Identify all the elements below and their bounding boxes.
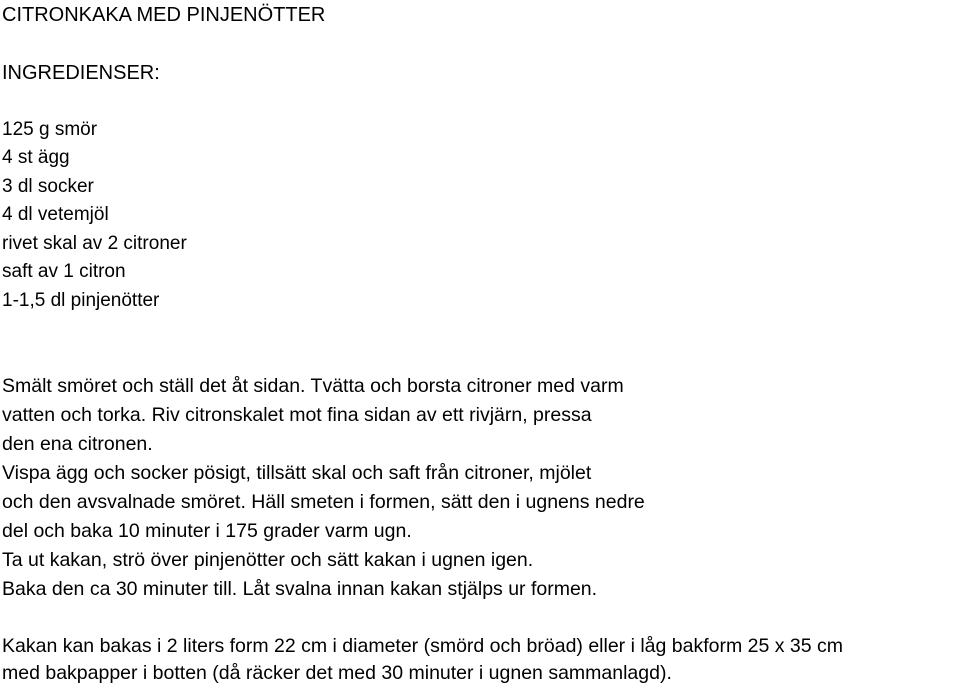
instruction-line: Baka den ca 30 minuter till. Låt svalna innan kakan stjälps ur formen.	[2, 578, 598, 600]
note-line: med bakpapper i botten (då räcker det med 30 minuter i ugnen sammanlagd).	[2, 662, 672, 684]
ingredient-item: 125 g smör	[2, 119, 98, 140]
ingredient-item: saft av 1 citron	[2, 261, 126, 282]
instruction-line: och den avsvalnade smöret. Häll smeten i formen, sätt den i ugnens nedre	[2, 491, 645, 513]
ingredient-item: 3 dl socker	[2, 176, 94, 197]
ingredient-item: 4 st ägg	[2, 147, 70, 168]
instruction-line: Ta ut kakan, strö över pinjenötter och sätt kakan i ugnen igen.	[2, 549, 534, 571]
instruction-line: Smält smöret och ställ det åt sidan. Tvätta och borsta citroner med varm	[2, 375, 624, 397]
instruction-line: Vispa ägg och socker pösigt, tillsätt skal och saft från citroner, mjölet	[2, 462, 592, 484]
ingredients-heading: INGREDIENSER:	[2, 62, 160, 84]
recipe-title: CITRONKAKA MED PINJENÖTTER	[2, 4, 326, 26]
instruction-line: vatten och torka. Riv citronskalet mot fina sidan av ett rivjärn, pressa	[2, 404, 592, 426]
ingredient-item: rivet skal av 2 citroner	[2, 233, 187, 254]
ingredient-item: 4 dl vetemjöl	[2, 204, 109, 225]
instruction-line: den ena citronen.	[2, 433, 153, 455]
ingredient-item: 1-1,5 dl pinjenötter	[2, 290, 160, 311]
instruction-line: del och baka 10 minuter i 175 grader varm ugn.	[2, 520, 412, 542]
note-line: Kakan kan bakas i 2 liters form 22 cm i diameter (smörd och bröad) eller i låg bakform 25 x 35 cm	[2, 635, 844, 657]
